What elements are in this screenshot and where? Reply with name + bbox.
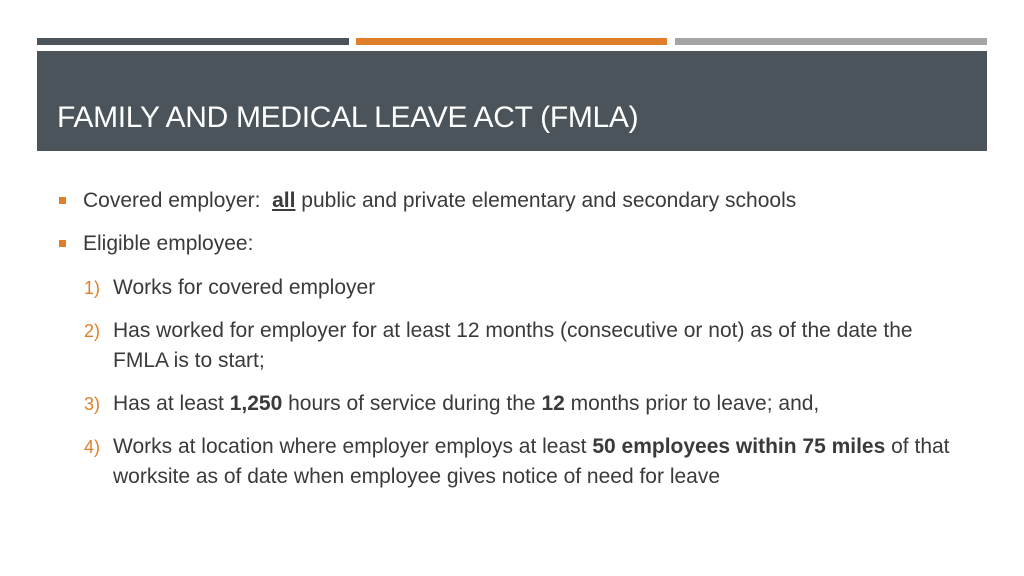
item-text: Works for covered employer bbox=[113, 276, 376, 299]
item-text: Works at location where employer employs at least bbox=[113, 435, 593, 458]
bullet-text: Eligible employee: bbox=[83, 232, 254, 255]
item-number: 4) bbox=[84, 437, 101, 457]
title-band bbox=[37, 51, 987, 151]
item-emphasis: 50 employees within 75 miles bbox=[592, 435, 886, 458]
numbered-item-4 bbox=[57, 432, 957, 492]
bullet-text: Covered employer: bbox=[83, 189, 273, 212]
item-emphasis: 1,250 bbox=[229, 392, 283, 415]
bullet-square-icon bbox=[59, 240, 66, 247]
slide-content bbox=[57, 187, 957, 505]
accent-bar-gray bbox=[675, 38, 987, 45]
item-emphasis: 12 bbox=[541, 392, 565, 415]
item-text: Has worked for employer for at least 12 months (consecutive or not) as of the date the FMLA is to start; bbox=[113, 319, 913, 372]
slide-title: FAMILY AND MEDICAL LEAVE ACT (FMLA) bbox=[57, 101, 639, 134]
item-number: 2) bbox=[84, 321, 101, 341]
accent-bar-orange bbox=[356, 38, 667, 45]
bullet-eligible-employee bbox=[57, 230, 957, 258]
bullet-square-icon bbox=[59, 197, 66, 204]
numbered-item-3 bbox=[57, 389, 957, 419]
bullet-emphasis: all bbox=[272, 189, 296, 212]
item-text: Has at least bbox=[113, 392, 230, 415]
item-text: of that worksite as of date when employee gives notice of need for leave bbox=[113, 435, 950, 488]
numbered-item-2 bbox=[57, 316, 957, 376]
item-number: 1) bbox=[84, 278, 101, 298]
item-number: 3) bbox=[84, 394, 101, 414]
bullet-covered-employer bbox=[57, 187, 957, 215]
item-text: months prior to leave; and, bbox=[564, 392, 820, 415]
bullet-text: public and private elementary and secondary schools bbox=[295, 189, 797, 212]
item-text: hours of service during the bbox=[282, 392, 542, 415]
accent-bar-dark bbox=[37, 38, 349, 45]
numbered-item-1 bbox=[57, 273, 957, 303]
